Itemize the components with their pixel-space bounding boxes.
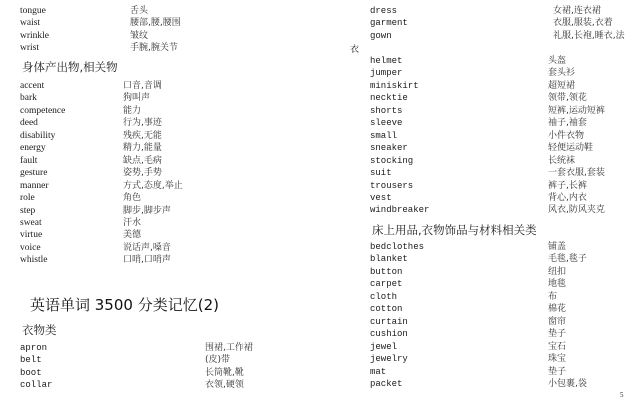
vocab-entry: [20, 242, 280, 254]
vocab-entry: [20, 180, 280, 192]
vocab-entry: [20, 229, 280, 241]
vocab-entry: [20, 30, 280, 42]
vocab-entry: [370, 67, 630, 79]
english-word: mat: [370, 366, 387, 377]
vocab-entry: [370, 130, 630, 142]
chinese-meaning: 围裙,工作裙: [205, 343, 253, 353]
vocab-entry: [370, 316, 630, 328]
page-title: 英语单词 3500 分类记忆(2): [30, 296, 219, 314]
english-word: energy: [20, 143, 46, 154]
vocab-entry: [20, 354, 280, 366]
english-word: gesture: [20, 168, 48, 179]
english-word: manner: [20, 180, 49, 191]
english-word: suit: [370, 168, 392, 179]
english-word: accent: [20, 81, 45, 91]
vocab-entry: [20, 142, 280, 154]
vocab-entry: [370, 117, 630, 129]
chinese-meaning: 礼服,长袍,睡衣,法: [553, 30, 625, 41]
english-word: bark: [20, 93, 37, 104]
vocab-entry: [370, 92, 630, 104]
vocab-entry: [370, 17, 630, 29]
vocab-entry: [20, 342, 280, 354]
english-word: sneaker: [370, 143, 408, 154]
chinese-meaning: 窗帘: [548, 316, 567, 327]
english-word: voice: [20, 242, 41, 253]
chinese-meaning: 狗叫声: [123, 93, 151, 104]
chinese-meaning: 垫子: [548, 366, 567, 377]
vocab-entry: [20, 117, 280, 129]
chinese-meaning: 长统袜: [548, 155, 576, 166]
chinese-meaning: 超短裙: [548, 80, 576, 91]
english-word: belt: [20, 355, 42, 366]
english-word: jewel: [370, 341, 398, 352]
english-word: blanket: [370, 254, 408, 265]
vocab-entry: [370, 253, 630, 265]
vocab-entry: [370, 30, 630, 42]
vocab-entry: [20, 167, 280, 179]
english-word: shorts: [370, 105, 403, 116]
english-word: cotton: [370, 304, 403, 315]
vocab-entry: [370, 155, 630, 167]
vocab-entry: [20, 80, 280, 92]
english-word: windbreaker: [370, 205, 430, 216]
english-word: wrist: [20, 43, 39, 54]
chinese-meaning: 珠宝: [548, 354, 567, 365]
english-word: whistle: [20, 255, 48, 266]
english-word: wrinkle: [20, 30, 50, 41]
vocab-entry: [370, 278, 630, 290]
english-word: bedclothes: [370, 242, 425, 252]
vocab-entry: [20, 367, 280, 379]
chinese-meaning: 风衣,防风夹克: [548, 205, 605, 216]
chinese-meaning: 领带,领花: [548, 93, 587, 104]
vocab-entry: [370, 167, 630, 179]
chinese-meaning: 衣领,硬领: [205, 380, 244, 391]
english-word: disability: [20, 130, 56, 141]
vocab-entry: [370, 105, 630, 117]
vocab-entry: [370, 303, 630, 315]
english-word: cushion: [370, 329, 408, 340]
chinese-meaning: 一套衣服,套装: [548, 168, 605, 179]
vocab-entry: [20, 17, 280, 29]
english-word: deed: [20, 118, 38, 129]
english-word: apron: [20, 343, 48, 353]
vocab-entry: [20, 217, 280, 229]
english-word: virtue: [20, 230, 43, 241]
chinese-meaning: 地毯: [548, 279, 567, 290]
chinese-meaning: 袖子,袖套: [548, 118, 587, 129]
chinese-meaning: 口哨,口哨声: [123, 255, 171, 266]
english-word: small: [370, 130, 398, 141]
english-word: competence: [20, 105, 66, 116]
english-word: jewelry: [370, 354, 408, 365]
english-word: boot: [20, 367, 42, 378]
vocab-entry: [20, 5, 280, 17]
vocab-entry: [370, 266, 630, 278]
chinese-meaning: 皱纹: [130, 30, 149, 41]
chinese-meaning: 长筒靴,靴: [205, 367, 244, 378]
english-word: gown: [370, 30, 392, 41]
section-heading: 身体产出物,相关物: [22, 60, 118, 74]
vocab-entry: [20, 155, 280, 167]
chinese-meaning: 小件衣物: [548, 130, 585, 141]
chinese-meaning: 铺盖: [548, 242, 567, 252]
chinese-meaning: 美德: [123, 230, 142, 241]
vocab-entry: [20, 105, 280, 117]
english-word: role: [20, 193, 35, 204]
section-heading: 衣物类: [22, 323, 57, 337]
vocab-entry: [20, 379, 280, 391]
vocab-entry: [370, 241, 630, 253]
english-word: vest: [370, 192, 392, 203]
chinese-meaning: 套头衫: [548, 68, 576, 79]
section-heading: 床上用品,衣物饰品与材料相关类: [372, 223, 537, 237]
english-word: packet: [370, 378, 403, 389]
english-word: jumper: [370, 68, 403, 79]
page-number: 5: [620, 391, 624, 399]
vocab-entry: [20, 130, 280, 142]
vocab-entry: [370, 5, 630, 17]
chinese-meaning: 垫子: [548, 329, 567, 340]
chinese-meaning: 布: [548, 291, 558, 302]
english-word: tongue: [20, 6, 46, 16]
vocab-entry: [20, 92, 280, 104]
vocab-entry: [370, 341, 630, 353]
english-word: miniskirt: [370, 80, 419, 91]
chinese-meaning: 能力: [123, 105, 142, 116]
chinese-meaning: 手腕,腕关节: [130, 43, 178, 54]
chinese-meaning: (皮)带: [205, 355, 231, 366]
chinese-meaning: 方式,态度,举止: [123, 180, 183, 191]
vocab-entry: [370, 80, 630, 92]
vocab-entry: [370, 180, 630, 192]
english-word: helmet: [370, 56, 403, 66]
chinese-meaning: 汗水: [123, 217, 142, 228]
english-word: collar: [20, 380, 53, 391]
chinese-meaning: 舌头: [130, 6, 149, 16]
vocab-entry: [370, 291, 630, 303]
english-word: curtain: [370, 316, 408, 327]
chinese-meaning: 背心,内衣: [548, 192, 587, 203]
english-word: waist: [20, 18, 41, 29]
chinese-meaning: 残疾,无能: [123, 130, 162, 141]
chinese-meaning: 头盔: [548, 56, 567, 66]
chinese-meaning: 口音,音调: [123, 81, 162, 91]
vocab-entry: [370, 192, 630, 204]
english-word: sleeve: [370, 118, 403, 129]
chinese-meaning: 小包裹,袋: [548, 378, 587, 389]
stray-character: 衣: [350, 45, 360, 55]
chinese-meaning: 说话声,嗓音: [123, 242, 171, 253]
chinese-meaning: 缺点,毛病: [123, 155, 162, 166]
vocab-entry: [370, 55, 630, 67]
english-word: stocking: [370, 155, 414, 166]
english-word: fault: [20, 155, 38, 166]
english-word: trousers: [370, 180, 414, 191]
vocab-entry: [20, 192, 280, 204]
chinese-meaning: 轻便运动鞋: [548, 143, 594, 154]
chinese-meaning: 短裤,运动短裤: [548, 105, 605, 116]
english-word: garment: [370, 18, 408, 29]
chinese-meaning: 衣服,服装,衣着: [553, 18, 613, 29]
english-word: step: [20, 205, 36, 216]
chinese-meaning: 棉花: [548, 304, 567, 315]
chinese-meaning: 裤子,长裤: [548, 180, 587, 191]
vocab-entry: [370, 366, 630, 378]
chinese-meaning: 纽扣: [548, 266, 567, 277]
english-word: button: [370, 266, 403, 277]
chinese-meaning: 腰部,腰,腰围: [130, 18, 181, 29]
english-word: sweat: [20, 217, 42, 228]
chinese-meaning: 角色: [123, 193, 142, 204]
vocab-entry: [370, 378, 630, 390]
chinese-meaning: 女裙,连衣裙: [553, 6, 601, 16]
english-word: carpet: [370, 279, 403, 290]
chinese-meaning: 毛毯,毯子: [548, 254, 587, 265]
vocab-entry: [370, 353, 630, 365]
vocab-entry: [370, 328, 630, 340]
chinese-meaning: 精力,能量: [123, 143, 162, 154]
chinese-meaning: 姿势,手势: [123, 168, 162, 179]
vocab-entry: [370, 142, 630, 154]
vocab-entry: [370, 204, 630, 216]
vocab-entry: [20, 205, 280, 217]
english-word: dress: [370, 6, 398, 16]
chinese-meaning: 脚步,脚步声: [123, 205, 171, 216]
vocab-entry: [20, 254, 280, 266]
vocab-entry: [20, 42, 280, 54]
chinese-meaning: 宝石: [548, 341, 567, 352]
chinese-meaning: 行为,事迹: [123, 118, 162, 129]
english-word: cloth: [370, 291, 398, 302]
english-word: necktie: [370, 93, 408, 104]
